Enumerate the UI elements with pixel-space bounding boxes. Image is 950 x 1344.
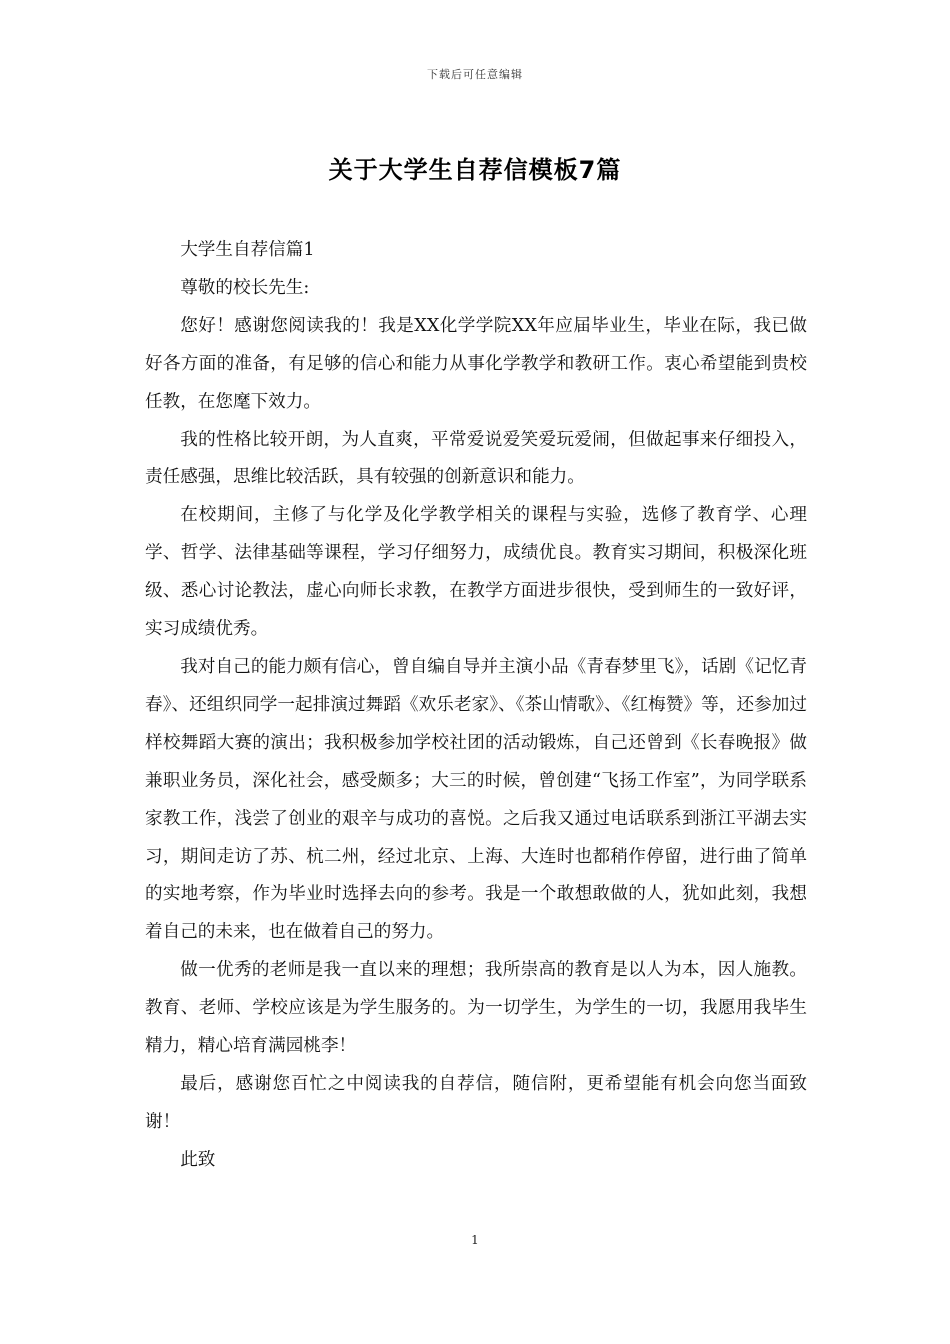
body-paragraph: 在校期间，主修了与化学及化学教学相关的课程与实验，选修了教育学、心理学、哲学、法律基础等课程，学习仔细努力，成绩优良。教育实习期间，积极深化班级、悉心讨论教法，虚心向师长求教，在教学方面进步很快，受到师生的一致好评，实习成绩优秀。 bbox=[145, 505, 807, 640]
body-paragraph: 最后，感谢您百忙之中阅读我的自荐信，随信附，更希望能有机会向您当面致谢！ bbox=[145, 1073, 807, 1132]
page-number: 1 bbox=[471, 1233, 479, 1247]
header-note: 下载后可任意编辑 bbox=[427, 68, 523, 81]
body-paragraph: 我对自己的能力颇有信心，曾自编自导并主演小品《青春梦里飞》，话剧《记忆青春》、还组织同学一起排演过舞蹈《欢乐老家》、《茶山情歌》、《红梅赞》等，还参加过样校舞蹈大赛的演出；我积极参加学校社团的活动锻炼，自己还曾到《长春晚报》做兼职业务员，深化社会，感受颇多；大三的时候，曾创建“飞扬工作室”，为同学联系家教工作，浅尝了创业的艰辛与成功的喜悦。之后我又通过电话联系到浙江平湖去实习，期间走访了苏、杭二州，经过北京、上海、大连时也都稍作停留，进行曲了简单的实地考察，作为毕业时选择去向的参考。我是一个敢想敢做的人，犹如此刻，我想着自己的未来，也在做着自己的努力。 bbox=[145, 656, 807, 943]
document-body bbox=[145, 232, 807, 1180]
body-paragraph: 我的性格比较开朗，为人直爽，平常爱说爱笑爱玩爱闹，但做起事来仔细投入，责任感强，思维比较活跃，具有较强的创新意识和能力。 bbox=[145, 429, 807, 488]
closing: 此致 bbox=[180, 1149, 216, 1170]
section-heading: 大学生自荐信篇1 bbox=[180, 240, 315, 260]
document-title: 关于大学生自荐信模板7篇 bbox=[328, 156, 622, 184]
salutation: 尊敬的校长先生: bbox=[180, 277, 310, 298]
body-paragraph: 做一优秀的老师是我一直以来的理想；我所崇高的教育是以人为本，因人施教。教育、老师、学校应该是为学生服务的。为一切学生，为学生的一切，我愿用我毕生精力，精心培育满园桃李！ bbox=[145, 960, 807, 1057]
body-paragraph: 您好！感谢您阅读我的！我是XX化学学院XX年应届毕业生，毕业在际，我已做好各方面的准备，有足够的信心和能力从事化学教学和教研工作。衷心希望能到贵校任教，在您麾下效力。 bbox=[145, 315, 807, 412]
